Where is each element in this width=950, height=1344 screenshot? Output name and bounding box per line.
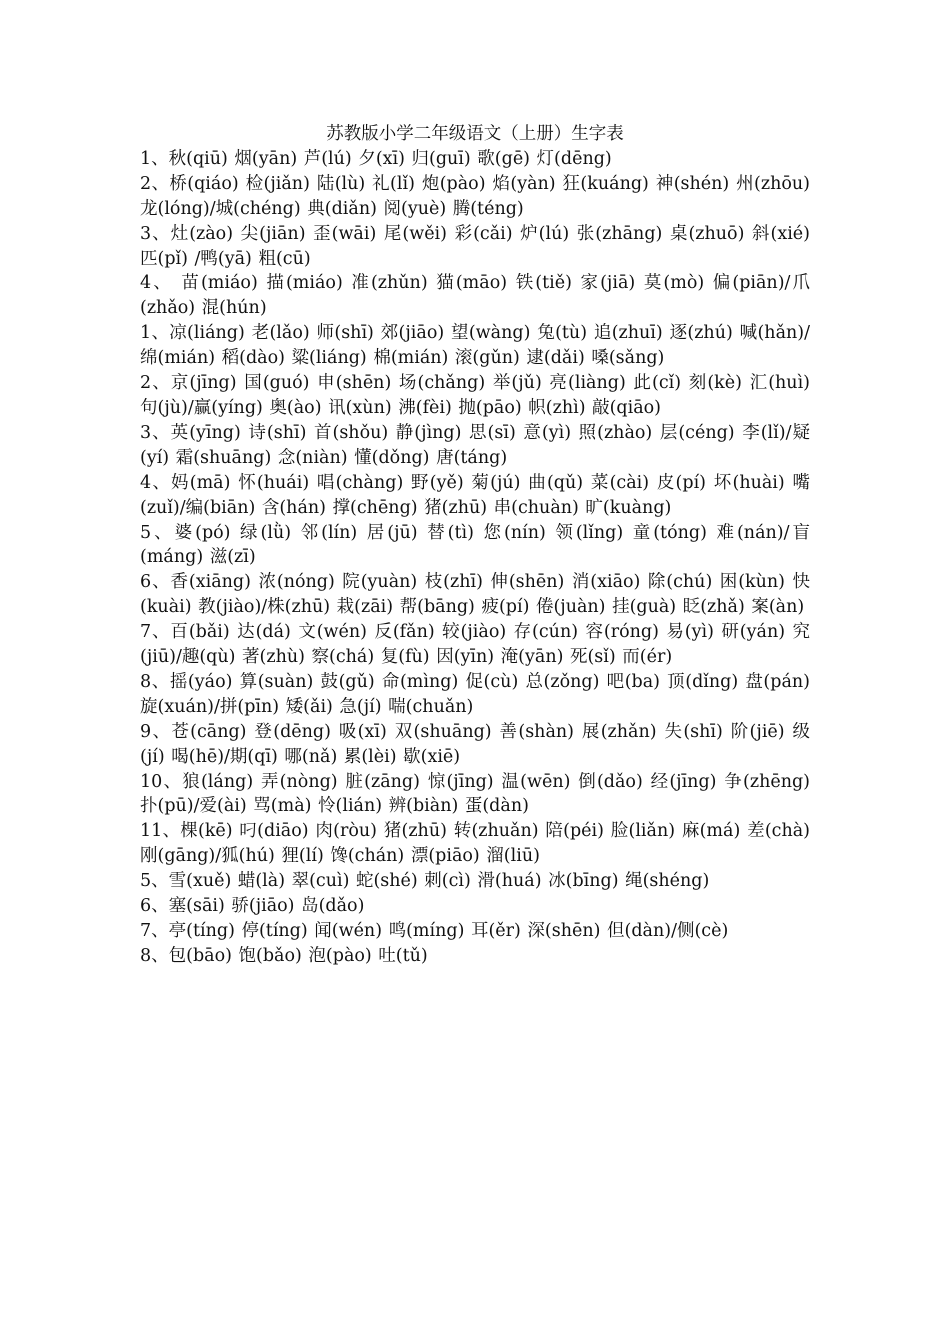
list-item: 7、亭(tíng) 停(tíng) 闻(wén) 鸣(míng) 耳(ěr) 深(shēn) 但(dàn)/侧(cè) xyxy=(140,921,729,941)
list-item: 10、狼(láng) 弄(nòng) 脏(zāng) 惊(jīng) 温(wēn) 倒(dǎo) 经(jīng) 争(zhēng) 扑(pū)/爱(ài) 骂(mà) 怜(lián) 辨(biàn) 蛋(dàn) xyxy=(140,771,810,817)
list-item: 2、京(jīng) 国(guó) 申(shēn) 场(chǎng) 举(jǔ) 亮(liàng) 此(cǐ) 刻(kè) 汇(huì) 句(jù)/赢(yíng) 奥(ào) 讯(xùn) 沸(fèi) 抛(pāo) 帜(zhì) 敲(qiāo) xyxy=(140,373,810,418)
list-item: 11、棵(kē) 叼(diāo) 肉(ròu) 猪(zhū) 转(zhuǎn) 陪(péi) 脸(liǎn) 麻(má) 差(chà) 刚(gāng)/狐(hú) 狸(lí) 馋(chán) 漂(piāo) 溜(liū) xyxy=(140,821,810,867)
list-item: 4、妈(mā) 怀(huái) 唱(chàng) 野(yě) 菊(jú) 曲(qǔ) 菜(cài) 皮(pí) 坏(huài) 嘴(zuǐ)/编(biān) 含(hán) 撑(chēng) 猪(zhū) 串(chuàn) 旷(kuàng) xyxy=(140,472,810,518)
list-item: 7、百(bǎi) 达(dá) 文(wén) 反(fǎn) 较(jiào) 存(cún) 容(róng) 易(yì) 研(yán) 究(jiū)/趣(qù) 著(zhù) 察(chá) 复(fù) 因(yīn) 淹(yān) 死(sǐ) 而(ér) xyxy=(140,622,810,668)
list-item: 5、雪(xuě) 蜡(là) 翠(cuì) 蛇(shé) 刺(cì) 滑(huá) 冰(bīng) 绳(shéng) xyxy=(140,871,710,892)
list-item: 9、苍(cāng) 登(dēng) 吸(xī) 双(shuāng) 善(shàn) 展(zhǎn) 失(shī) 阶(jiē) 级(jí) 喝(hē)/期(qī) 哪(nǎ) 累(lèi) 歇(xiē) xyxy=(140,721,810,767)
document-title: 苏教版小学二年级语文（上册）生字表 xyxy=(326,124,624,144)
list-item: 8、包(bāo) 饱(bǎo) 泡(pào) 吐(tǔ) xyxy=(140,945,428,966)
list-item: 1、凉(liáng) 老(lǎo) 师(shī) 郊(jiāo) 望(wàng) 兔(tù) 追(zhuī) 逐(zhú) 喊(hǎn)/绵(mián) 稻(dào) 粱(liáng) 棉(mián) 滚(gǔn) 逮(dǎi) 嗓(sǎng) xyxy=(140,323,810,369)
document-page xyxy=(140,122,810,969)
list-item: 3、英(yīng) 诗(shī) 首(shǒu) 静(jìng) 思(sī) 意(yì) 照(zhào) 层(céng) 李(lǐ)/疑(yí) 霜(shuāng) 念(niàn) 懂(dǒng) 唐(táng) xyxy=(140,422,810,468)
list-item: 2、桥(qiáo) 检(jiǎn) 陆(lù) 礼(lǐ) 炮(pào) 焰(yàn) 狂(kuáng) 神(shén) 州(zhōu) 龙(lóng)/城(chéng) 典(diǎn) 阅(yuè) 腾(téng) xyxy=(140,173,810,219)
list-item: 8、摇(yáo) 算(suàn) 鼓(gǔ) 命(mìng) 促(cù) 总(zǒng) 吧(ba) 顶(dǐng) 盘(pán) 旋(xuán)/拼(pīn) 矮(ǎi) 急(jí) 喘(chuǎn) xyxy=(140,671,810,717)
list-item: 6、香(xiāng) 浓(nóng) 院(yuàn) 枝(zhī) 伸(shēn) 消(xiāo) 除(chú) 困(kùn) 快(kuài) 教(jiào)/株(zhū) 栽(zāi) 帮(bāng) 疲(pí) 倦(juàn) 挂(guà) 眨(zhǎ) 案(àn) xyxy=(140,572,810,618)
list-item: 4、 苗(miáo) 描(miáo) 准(zhǔn) 猫(māo) 铁(tiě) 家(jiā) 莫(mò) 偏(piān)/爪(zhǎo) 混(hún) xyxy=(140,273,810,319)
character-list xyxy=(140,147,810,969)
list-item: 6、塞(sāi) 骄(jiāo) 岛(dǎo) xyxy=(140,896,365,917)
list-item: 1、秋(qiū) 烟(yān) 芦(lú) 夕(xī) 归(guī) 歌(gē) 灯(dēng) xyxy=(140,148,612,169)
list-item: 5、婆(pó) 绿(lǜ) 邻(lín) 居(jū) 替(tì) 您(nín) 领(lǐng) 童(tóng) 难(nán)/盲(máng) 滋(zī) xyxy=(140,522,810,568)
list-item: 3、灶(zào) 尖(jiān) 歪(wāi) 尾(wěi) 彩(cǎi) 炉(lú) 张(zhāng) 桌(zhuō) 斜(xié) 匹(pǐ) /鸭(yā) 粗(cū) xyxy=(140,223,810,269)
